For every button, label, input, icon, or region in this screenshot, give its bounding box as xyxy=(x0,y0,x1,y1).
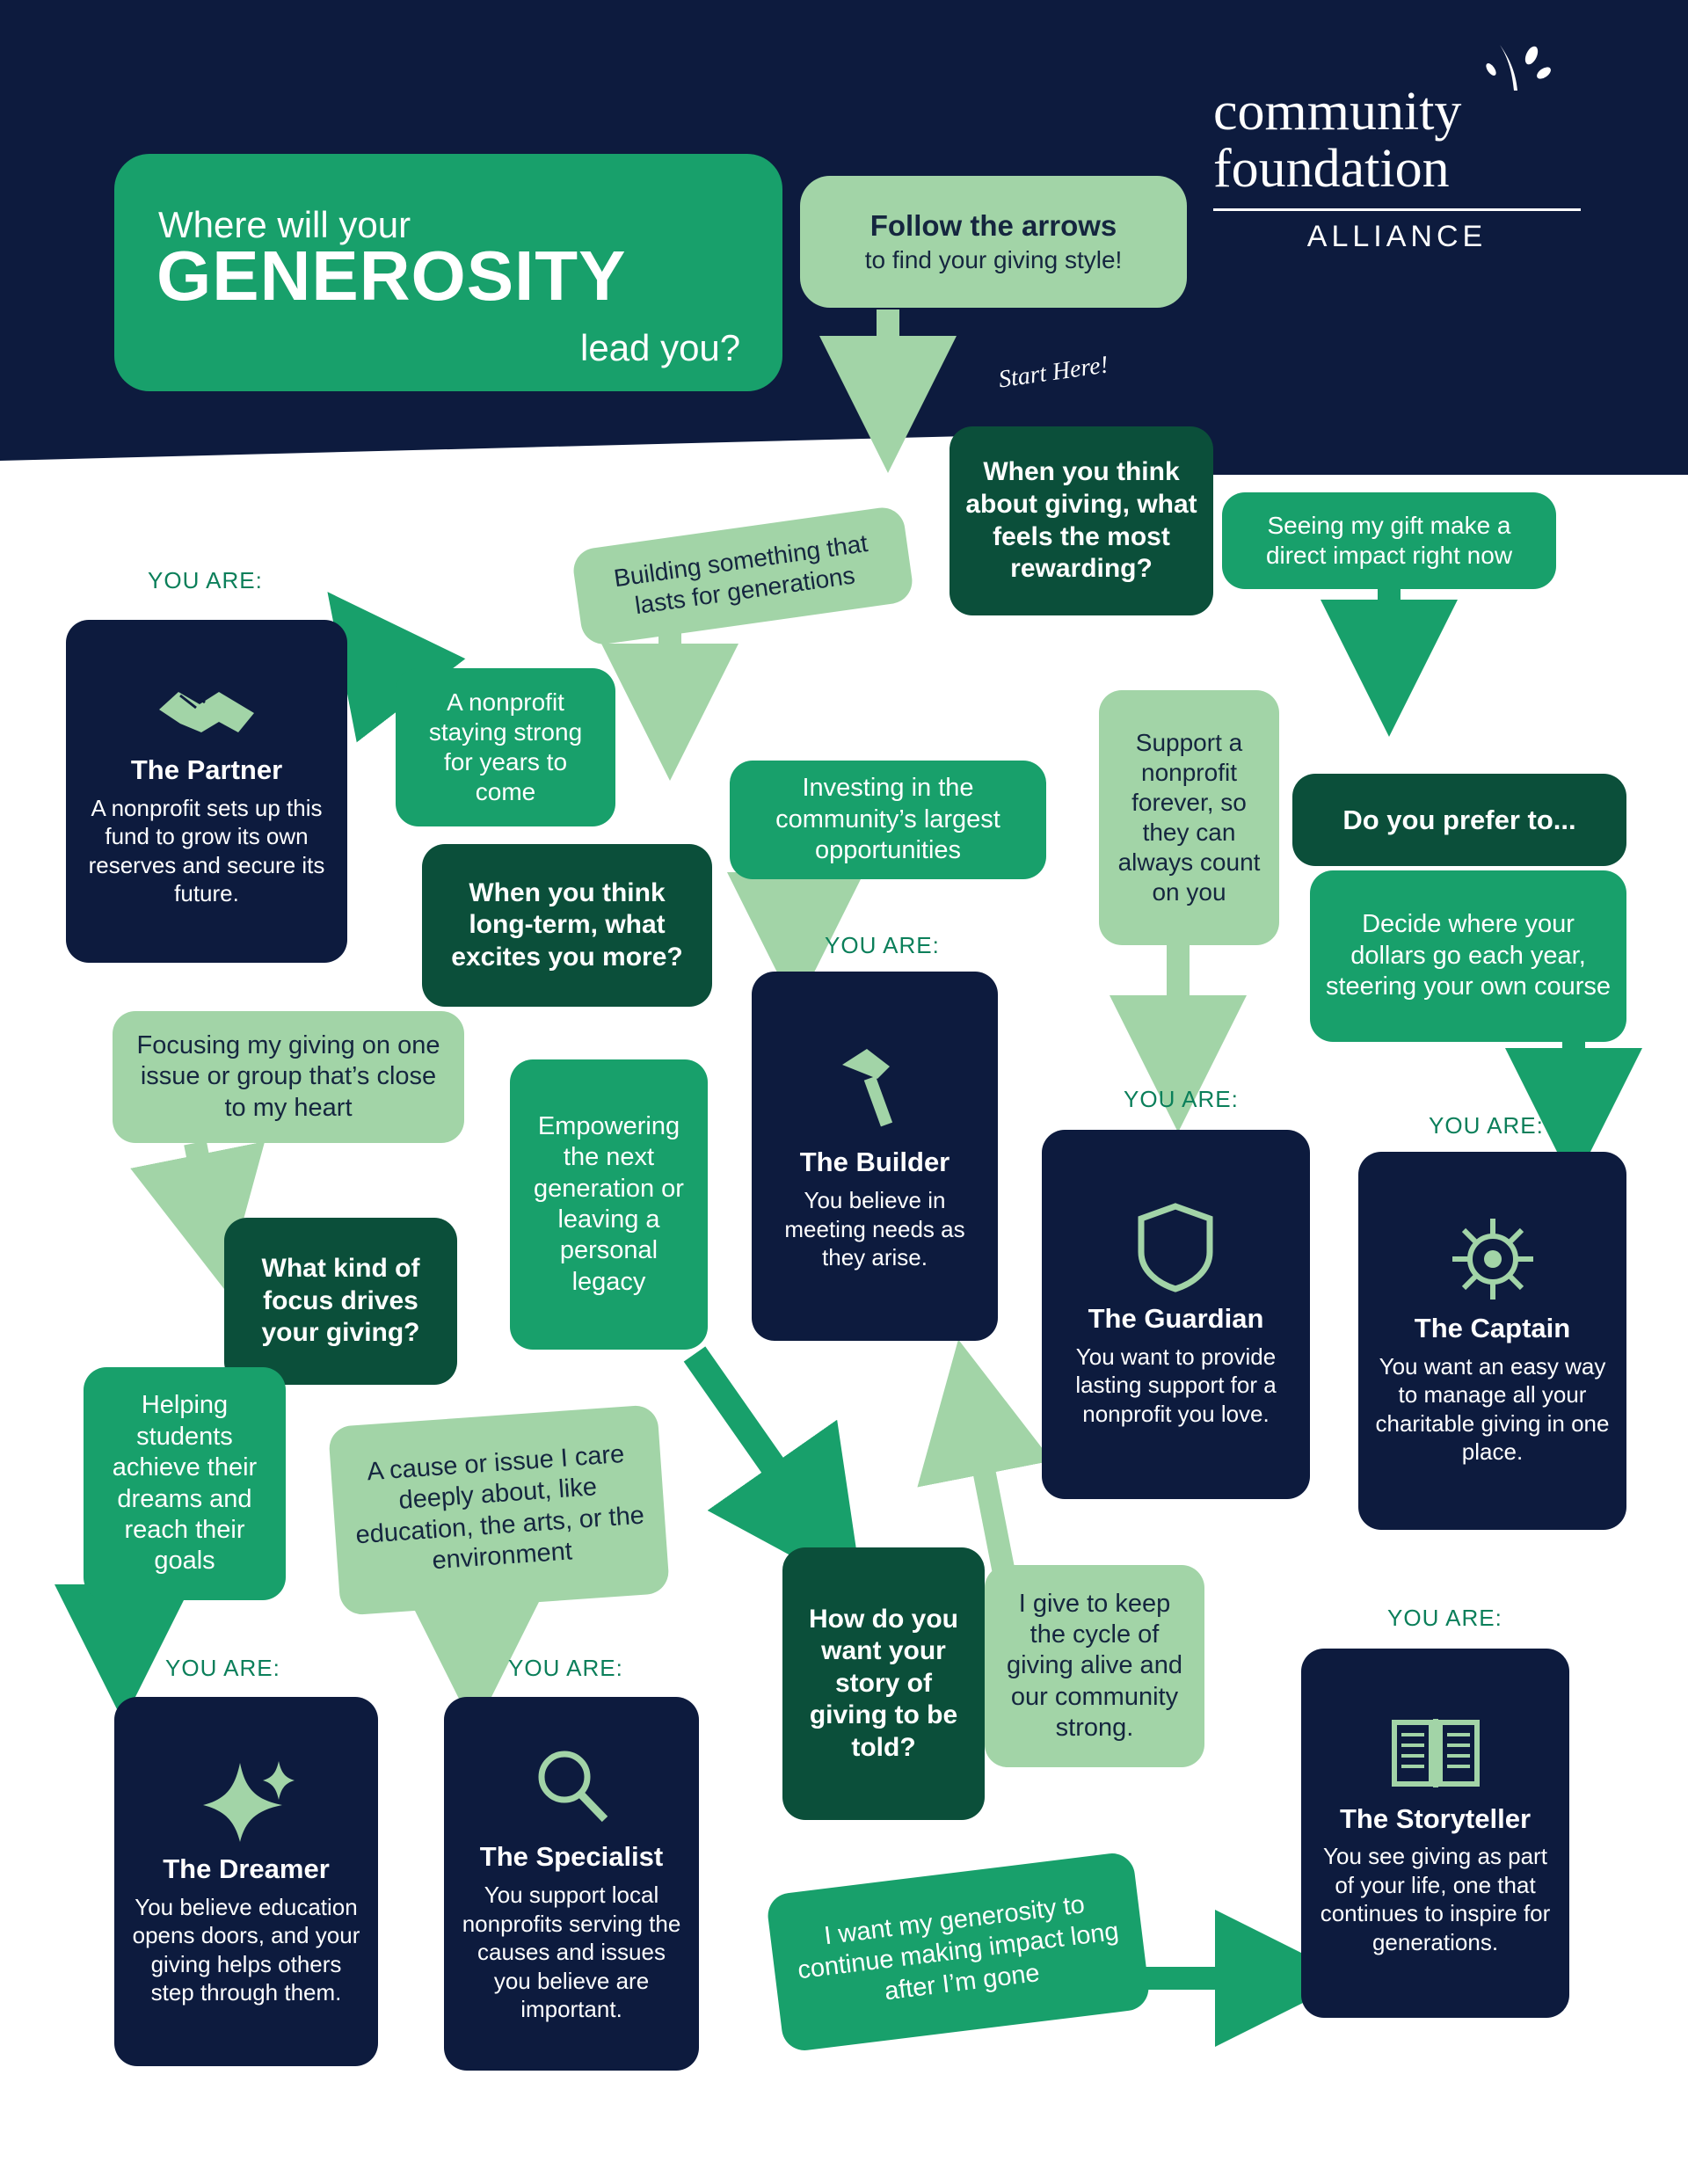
result-desc-specialist: You support local nonprofits serving the causes and issues you believe are important. xyxy=(462,1882,681,2023)
you-are-label-dreamer: YOU ARE: xyxy=(165,1655,280,1681)
answer-node-12[interactable]: I want my generosity to continue making impact long after I’m gone xyxy=(766,1851,1152,2053)
result-desc-captain: You want an easy way to manage all your charitable giving in one place. xyxy=(1375,1352,1610,1466)
question-node-5[interactable]: How do you want your story of giving to be told? xyxy=(782,1547,985,1820)
answer-node-11[interactable]: I give to keep the cycle of giving alive and our community strong. xyxy=(985,1565,1204,1767)
you-are-label-partner: YOU ARE: xyxy=(148,567,263,593)
result-card-specialist xyxy=(444,1697,699,2071)
result-name-partner: The Partner xyxy=(130,754,283,786)
answer-node-6[interactable]: Decide where your dollars go each year, steering your own course xyxy=(1310,870,1626,1042)
start-here-label: Start Here! xyxy=(996,351,1110,394)
follow-arrows-heading: Follow the arrows xyxy=(869,209,1117,242)
answer-node-3[interactable]: A nonprofit staying strong for years to come xyxy=(396,668,615,826)
result-name-storyteller: The Storyteller xyxy=(1339,1802,1532,1834)
result-card-storyteller xyxy=(1301,1649,1569,2018)
shield-icon xyxy=(1134,1201,1218,1293)
you-are-label-specialist: YOU ARE: xyxy=(508,1655,623,1681)
result-name-dreamer: The Dreamer xyxy=(163,1853,330,1885)
question-node-4[interactable]: What kind of focus drives your giving? xyxy=(224,1218,457,1385)
you-are-label-builder: YOU ARE: xyxy=(825,932,940,958)
result-desc-partner: A nonprofit sets up this fund to grow its own reserves and secure its future. xyxy=(88,794,325,907)
follow-arrows-subtext: to find your giving style! xyxy=(864,246,1123,273)
title-line-1: Where will your xyxy=(158,204,411,245)
question-node-2[interactable]: When you think long-term, what excites you more? xyxy=(422,844,712,1007)
logo-word-1: community xyxy=(1213,82,1462,142)
result-desc-builder: You believe in meeting needs as they arise. xyxy=(784,1187,965,1271)
answer-node-4[interactable]: Investing in the community’s largest opportunities xyxy=(730,761,1046,879)
title-line-3: lead you? xyxy=(580,327,741,368)
answer-node-5[interactable]: Support a nonprofit forever, so they can always count on you xyxy=(1099,690,1279,945)
title-line-2: GENEROSITY xyxy=(156,237,627,315)
result-card-guardian xyxy=(1042,1130,1310,1499)
logo-word-2: foundation xyxy=(1213,139,1450,200)
handshake-icon xyxy=(154,674,259,745)
result-name-captain: The Captain xyxy=(1414,1313,1571,1344)
result-card-partner xyxy=(66,620,347,963)
magnifier-icon xyxy=(528,1744,615,1831)
result-card-builder xyxy=(752,972,998,1341)
logo-word-3: ALLIANCE xyxy=(1306,220,1488,254)
question-node-1[interactable]: When you think about giving, what feels the most rewarding? xyxy=(950,426,1213,615)
result-card-dreamer xyxy=(114,1697,378,2066)
answer-node-2[interactable]: Seeing my gift make a direct impact right now xyxy=(1222,492,1556,589)
result-desc-dreamer: You believe education opens doors, and your giving helps others step through them. xyxy=(132,1893,360,2006)
result-name-specialist: The Specialist xyxy=(479,1841,664,1873)
ship-wheel-icon xyxy=(1449,1215,1537,1303)
answer-node-7[interactable]: Focusing my giving on one issue or group that’s close to my heart xyxy=(113,1011,464,1143)
answer-node-10[interactable]: A cause or issue I care deeply about, like education, the arts, or the environment xyxy=(328,1404,670,1616)
answer-node-8[interactable]: Empowering the next generation or leaving a personal legacy xyxy=(510,1059,708,1350)
answer-node-9[interactable]: Helping students achieve their dreams and reach their goals xyxy=(84,1367,286,1600)
result-name-guardian: The Guardian xyxy=(1088,1302,1264,1334)
result-card-captain xyxy=(1358,1152,1626,1530)
you-are-label-guardian: YOU ARE: xyxy=(1124,1086,1239,1112)
answer-node-1[interactable]: Building something that lasts for generations xyxy=(571,505,915,647)
result-desc-storyteller: You see giving as part of your life, one that continues to inspire for generations. xyxy=(1320,1843,1551,1955)
result-desc-guardian: You want to provide lasting support for a nonprofit you love. xyxy=(1075,1343,1277,1427)
you-are-label-storyteller: YOU ARE: xyxy=(1387,1605,1502,1631)
result-name-builder: The Builder xyxy=(799,1147,950,1178)
question-node-3[interactable]: Do you prefer to... xyxy=(1292,774,1626,866)
you-are-label-captain: YOU ARE: xyxy=(1429,1112,1544,1139)
sparkle-icon xyxy=(198,1756,295,1844)
open-book-icon xyxy=(1387,1710,1484,1794)
hammer-icon xyxy=(826,1040,923,1137)
